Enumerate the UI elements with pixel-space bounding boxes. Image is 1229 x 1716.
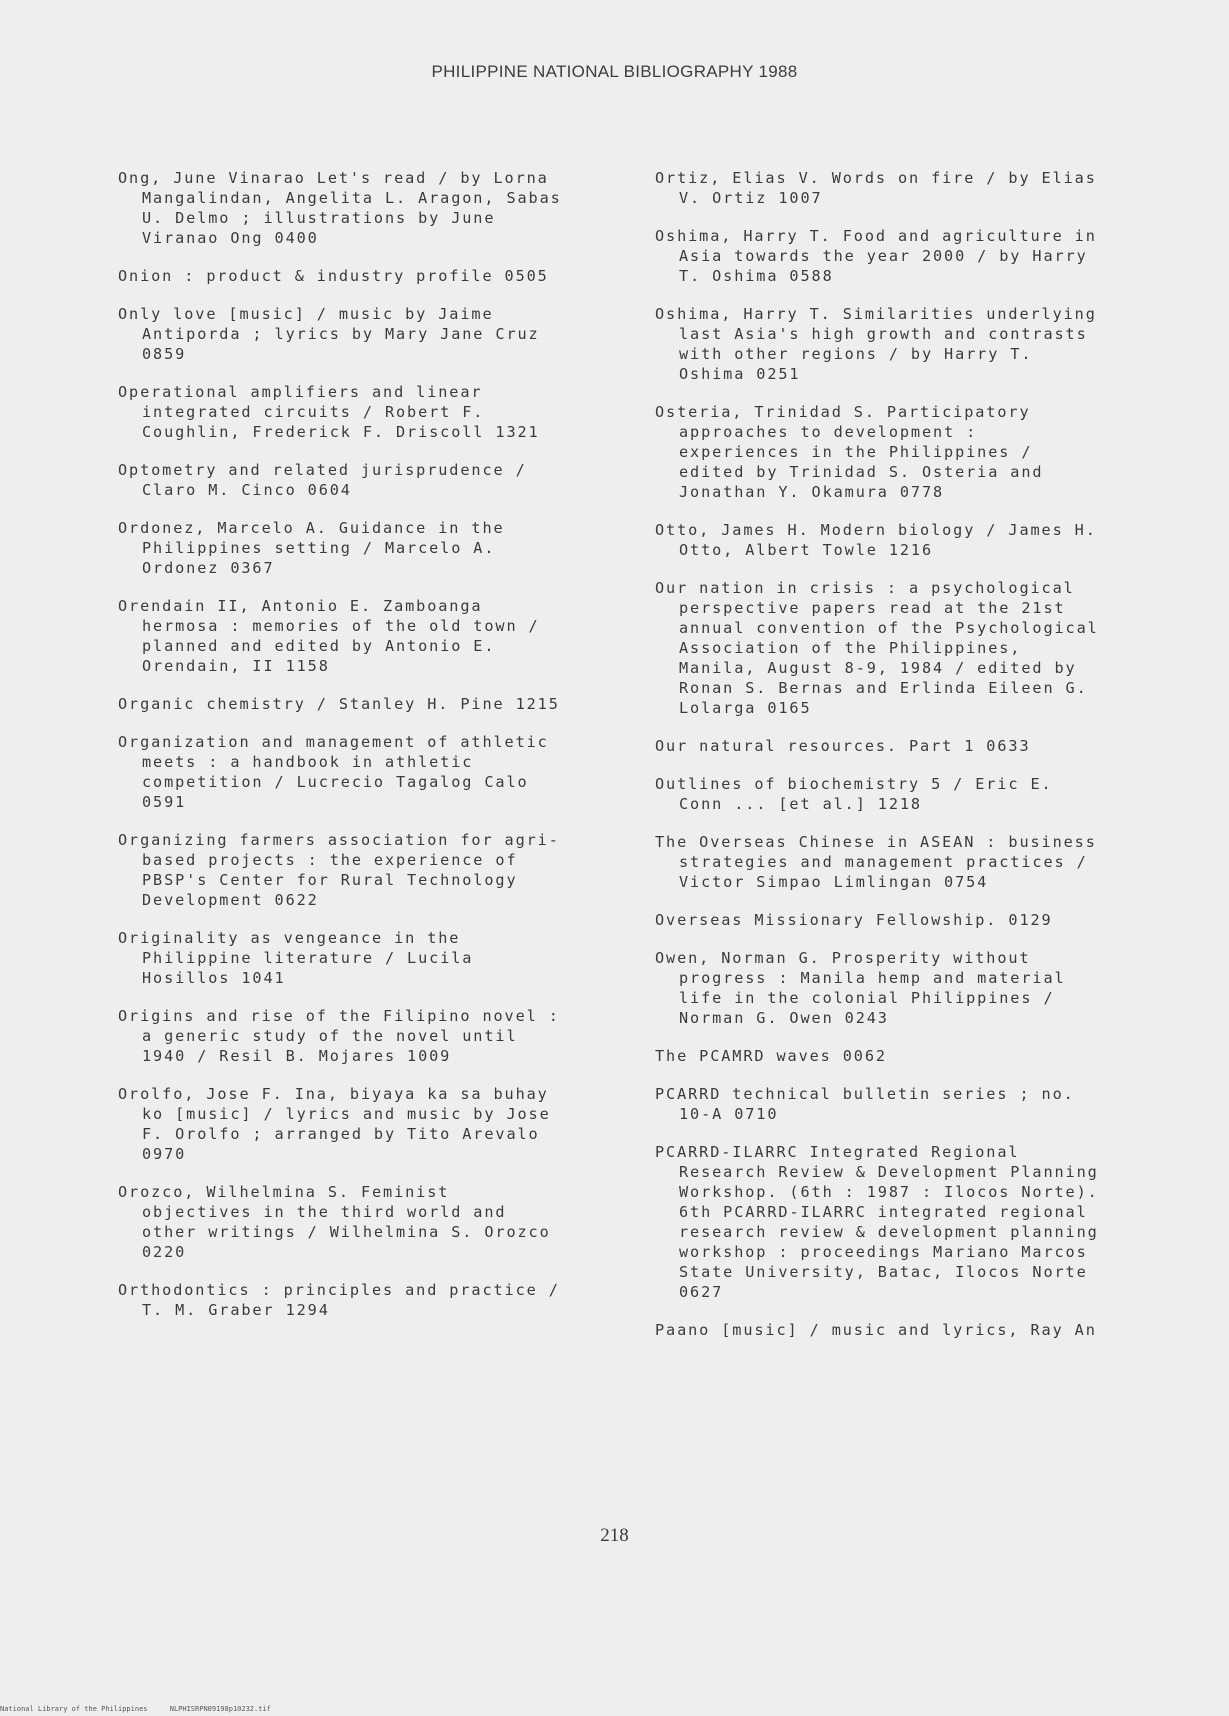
bibliography-entry: Outlines of biochemistry 5 / Eric E. Conn ... [et al.] 1218 (655, 775, 1053, 813)
bibliography-entry: Only love [music] / music by Jaime Antiporda ; lyrics by Mary Jane Cruz 0859 (118, 305, 540, 363)
bibliography-entry: Paano [music] / music and lyrics, Ray An (655, 1321, 1097, 1339)
bibliography-entry: Operational amplifiers and linear integrated circuits / Robert F. Coughlin, Frederick F. Driscoll 1321 (118, 383, 540, 441)
bibliography-entry: Osteria, Trinidad S. Participatory approaches to development : experiences in the Philippines / edited by Trinidad S. Osteria and Jonathan Y. Okamura 0778 (655, 403, 1044, 501)
bibliography-entry: Overseas Missionary Fellowship. 0129 (655, 911, 1053, 929)
bibliography-entry: Orthodontics : principles and practice / T. M. Graber 1294 (118, 1281, 560, 1319)
bibliography-entry: Onion : product & industry profile 0505 (118, 267, 549, 285)
bibliography-entry: Ortiz, Elias V. Words on fire / by Elias V. Ortiz 1007 (655, 169, 1097, 207)
bibliography-entry: Organic chemistry / Stanley H. Pine 1215 (118, 695, 560, 713)
bibliography-entry: Originality as vengeance in the Philippine literature / Lucila Hosillos 1041 (118, 929, 474, 987)
bibliography-entry: Our natural resources. Part 1 0633 (655, 737, 1031, 755)
left-column (118, 168, 628, 1338)
bibliography-entry: Oshima, Harry T. Similarities underlying last Asia's high growth and contrasts with other regions / by Harry T. Oshima 0251 (655, 305, 1097, 383)
bibliography-entry: Orozco, Wilhelmina S. Feminist objectives in the third world and other writings / Wilhelmina S. Orozco 0220 (118, 1183, 551, 1261)
right-column (655, 168, 1145, 1358)
bibliography-entry: Orendain II, Antonio E. Zamboanga hermosa : memories of the old town / planned and edited by Antonio E. Orendain, II 1158 (118, 597, 540, 675)
bibliography-entry: Owen, Norman G. Prosperity without progress : Manila hemp and material life in the colonial Philippines / Norman G. Owen 0243 (655, 949, 1066, 1027)
bibliography-entry: Organizing farmers association for agri- based projects : the experience of PBSP's Center for Rural Technology Development 0622 (118, 831, 560, 909)
bibliography-entry: Origins and rise of the Filipino novel : a generic study of the novel until 1940 / Resil B. Mojares 1009 (118, 1007, 560, 1065)
footer-file: NLPHISRPN09198p10232.tif (169, 1705, 271, 1713)
bibliography-entry: Ong, June Vinarao Let's read / by Lorna Mangalindan, Angelita L. Aragon, Sabas U. Delmo ; illustrations by June Viranao Ong 0400 (118, 169, 562, 247)
bibliography-entry: The PCAMRD waves 0062 (655, 1047, 887, 1065)
bibliography-entry: Optometry and related jurisprudence / Claro M. Cinco 0604 (118, 461, 527, 499)
bibliography-entry: PCARRD-ILARRC Integrated Regional Research Review & Development Planning Workshop. (6th : 1987 : Ilocos Norte). 6th PCARRD-ILARRC integrated regional research review & development planning workshop : proceedings Mariano Marcos State University, Batac, Ilocos Norte 0627 (655, 1143, 1099, 1301)
footer-library: National Library of the Philippines (0, 1705, 148, 1713)
bibliography-entry: The Overseas Chinese in ASEAN : business strategies and management practices / Victor Simpao Limlingan 0754 (655, 833, 1097, 891)
page-number: 218 (600, 1525, 629, 1546)
bibliography-entry: Our nation in crisis : a psychological perspective papers read at the 21st annual convention of the Psychological Association of the Philippines, Manila, August 8-9, 1984 / edited by Ronan S. Bernas and Erlinda Eileen G. Lolarga 0165 (655, 579, 1099, 717)
bibliography-entry: Ordonez, Marcelo A. Guidance in the Philippines setting / Marcelo A. Ordonez 0367 (118, 519, 505, 577)
bibliography-entry: Oshima, Harry T. Food and agriculture in Asia towards the year 2000 / by Harry T. Oshima 0588 (655, 227, 1097, 285)
scan-footer (0, 1705, 289, 1713)
bibliography-entry: Organization and management of athletic meets : a handbook in athletic competition / Lucrecio Tagalog Calo 0591 (118, 733, 549, 811)
bibliography-entry: PCARRD technical bulletin series ; no. 10-A 0710 (655, 1085, 1075, 1123)
page-header: PHILIPPINE NATIONAL BIBLIOGRAPHY 1988 (431, 62, 798, 81)
bibliography-entry: Orolfo, Jose F. Ina, biyaya ka sa buhay ko [music] / lyrics and music by Jose F. Orolfo ; arranged by Tito Arevalo 0970 (118, 1085, 551, 1163)
bibliography-entry: Otto, James H. Modern biology / James H. Otto, Albert Towle 1216 (655, 521, 1097, 559)
